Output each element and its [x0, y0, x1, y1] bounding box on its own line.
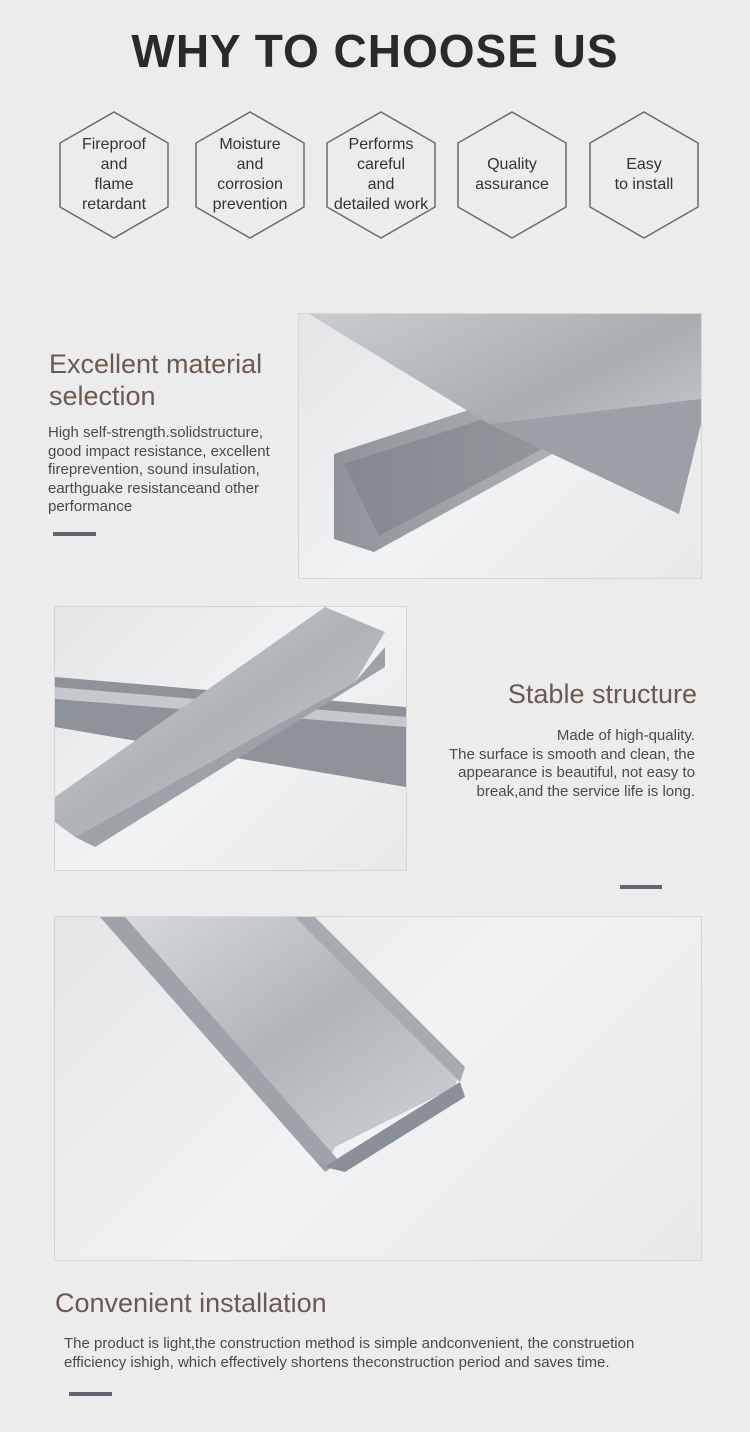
- section2-accent-bar: [620, 885, 662, 889]
- page-title: WHY TO CHOOSE US: [131, 25, 619, 77]
- section3-accent-bar: [69, 1392, 112, 1396]
- feature-label: Moisture and corrosion prevention: [212, 136, 288, 213]
- product-photo-2: [55, 607, 406, 870]
- feature-badge-quality: [456, 110, 568, 240]
- product-photo-3: [55, 917, 701, 1260]
- section3-text: The product is light,the construction method is simple andconvenient, the construetion efficiency ishigh, which effectively shortens theconstruction period and saves time.: [64, 1335, 635, 1371]
- section1-text: High self-strength.solidstructure, good impact resistance, excellent fireprevention, sound insulation, earthguake resistanceand other performance: [48, 424, 270, 515]
- feature-label: Fireproof and flame retardant: [81, 136, 147, 213]
- feature-badge-careful-work: [325, 110, 437, 240]
- feature-badge-easy-install: [588, 110, 700, 240]
- section3-heading: Convenient installation: [55, 1288, 327, 1318]
- section2-text: Made of high-quality. The surface is smooth and clean, the appearance is beautiful, not easy to break,and the service life is long.: [449, 727, 695, 800]
- feature-badge-moisture: [194, 110, 306, 240]
- section1-accent-bar: [53, 532, 96, 536]
- feature-label: Easy to install: [614, 156, 674, 193]
- feature-label: Performs careful and detailed work: [333, 136, 429, 213]
- section1-heading: Excellent material selection: [49, 349, 263, 411]
- feature-badge-fireproof: [58, 110, 170, 240]
- section2-heading: Stable structure: [507, 679, 697, 709]
- product-photo-1: [299, 314, 701, 578]
- feature-label: Quality assurance: [475, 156, 549, 193]
